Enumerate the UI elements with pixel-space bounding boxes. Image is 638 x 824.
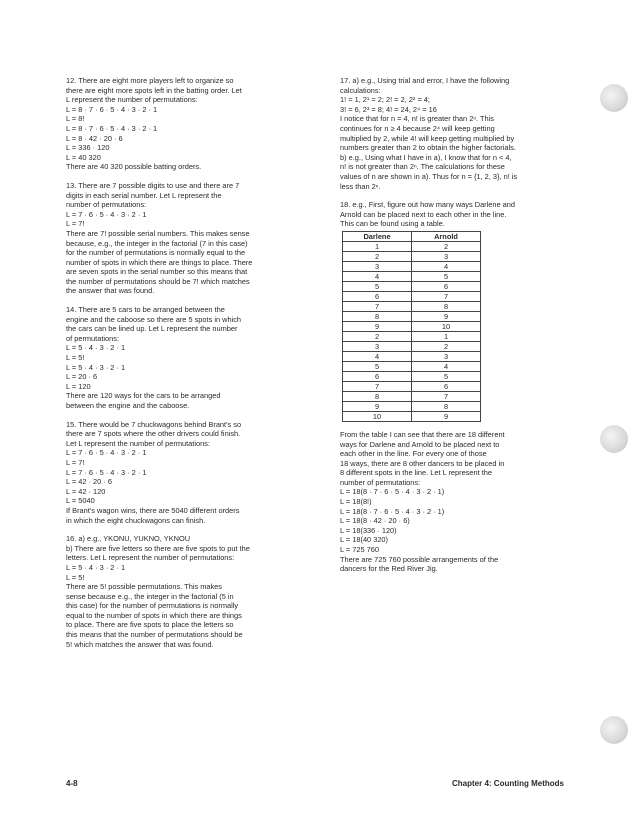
arnold-cell: 5 [412, 271, 481, 281]
text-line: L = 725 760 [340, 545, 379, 555]
darlene-cell: 10 [343, 411, 412, 421]
problem-17 [340, 76, 572, 191]
binder-hole-bottom [600, 716, 628, 744]
left-column [66, 76, 306, 658]
table-row [343, 291, 481, 301]
arnold-cell: 2 [412, 341, 481, 351]
arnold-cell: 4 [412, 361, 481, 371]
arnold-cell: 9 [412, 411, 481, 421]
text-line: 16. a) e.g., YKONU, YUKNO, YKNOU [66, 534, 191, 544]
text-line: L = 18(8!) [340, 497, 372, 507]
text-line: 3! = 6, 2³ = 8; 4! = 24, 2⁴ = 16 [340, 104, 437, 114]
text-line: L = 7! [66, 219, 85, 229]
arnold-cell: 2 [412, 241, 481, 251]
text-line: I notice that for n = 4, n! is greater than 2ⁿ. This [340, 114, 494, 124]
problem-18-solution [340, 430, 572, 574]
darlene-cell: 6 [343, 291, 412, 301]
text-line: L = 5040 [66, 496, 95, 506]
text-line: L = 18(8 · 7 · 6 · 5 · 4 · 3 · 2 · 1) [340, 487, 445, 497]
problem-16 [66, 534, 306, 649]
text-line: L = 8 · 42 · 20 · 6 [66, 133, 123, 143]
text-line: continues for n ≥ 4 because 2⁴ will keep getting [340, 123, 495, 133]
text-line: 8 different spots in the line. Let L represent the [340, 468, 493, 478]
text-line: L = 5 · 4 · 3 · 2 · 1 [66, 562, 126, 572]
text-line: 18. e.g., First, figure out how many ways Darlene and [340, 200, 515, 210]
table-row [343, 281, 481, 291]
problem-12 [66, 76, 306, 172]
text-line: L = 336 · 120 [66, 143, 110, 153]
text-line: between the engine and the caboose. [66, 401, 190, 410]
text-line: b) There are five letters so there are five spots to put the [66, 543, 250, 553]
text-line: L = 8 · 7 · 6 · 5 · 4 · 3 · 2 · 1 [66, 104, 158, 114]
table-row [343, 261, 481, 271]
text-line: number of spots in which there are things to place. There [66, 257, 253, 267]
text-line: L = 7 · 6 · 5 · 4 · 3 · 2 · 1 [66, 209, 147, 219]
text-line: There are 7! possible serial numbers. This makes sense [66, 228, 250, 238]
text-line: multiplied by 2, while 4! will keep getting multiplied by [340, 133, 515, 143]
text-line: the cars can be lined up. Let L represent the number [66, 324, 238, 334]
text-line: 1! = 1, 2¹ = 2; 2! = 2, 2² = 4; [340, 95, 430, 105]
text-line: the answer that was found. [66, 286, 155, 296]
arnold-cell: 1 [412, 331, 481, 341]
text-line: Let L represent the number of permutations: [66, 438, 210, 448]
binder-hole-top [600, 84, 628, 112]
darlene-cell: 8 [343, 391, 412, 401]
darlene-cell: 3 [343, 261, 412, 271]
text-line: for the number of permutations is normally equal to the [66, 248, 246, 258]
darlene-cell: 7 [343, 301, 412, 311]
text-line: 13. There are 7 possible digits to use and there are 7 [66, 180, 240, 190]
text-line: ways for Darlene and Arnold to be placed next to [340, 439, 500, 449]
text-line: L = 18(336 · 120) [340, 525, 397, 535]
table-row [343, 331, 481, 341]
arnold-cell: 10 [412, 321, 481, 331]
text-line: n! is not greater than 2ⁿ. The calculations for these [340, 162, 505, 172]
arnold-cell: 6 [412, 281, 481, 291]
text-line: L = 5! [66, 353, 85, 363]
text-line: b) e.g., Using what I have in a), I know that for n < 4, [340, 152, 512, 162]
text-line: 5! which matches the answer that was found. [66, 639, 214, 649]
text-line: are seven spots in the serial number so this means that [66, 267, 248, 277]
text-line: numbers greater than 2 to obtain the higher factorials. [340, 143, 516, 153]
problem-15 [66, 420, 306, 526]
darlene-cell: 9 [343, 321, 412, 331]
text-line: 18 ways, there are 8 other dancers to be placed in [340, 458, 505, 468]
table-row [343, 241, 481, 251]
table-row [343, 251, 481, 261]
darlene-arnold-table [342, 231, 481, 422]
text-line: 17. a) e.g., Using trial and error, I have the following [340, 76, 510, 85]
text-line: L = 40 320 [66, 152, 101, 162]
text-line: there are 7 spots where the other drivers could finish. [66, 429, 241, 439]
table-row [343, 311, 481, 321]
text-line: sense because e.g., the integer in the factorial (5 in [66, 591, 234, 601]
problem-14 [66, 305, 306, 411]
text-line: there are eight more spots left in the batting order. Let [66, 85, 242, 95]
table-row [343, 321, 481, 331]
text-line: calculations: [340, 85, 381, 95]
text-line: less than 2ⁿ. [340, 181, 381, 191]
darlene-cell: 4 [343, 351, 412, 361]
arnold-cell: 3 [412, 351, 481, 361]
text-line: 14. There are 5 cars to be arranged between the [66, 305, 225, 315]
text-line: This can be found using a table. [340, 219, 445, 229]
text-line: 15. There would be 7 chuckwagons behind Brant's so [66, 419, 242, 429]
text-line: There are 5! possible permutations. This makes [66, 582, 222, 592]
arnold-cell: 8 [412, 301, 481, 311]
text-line: L = 20 · 6 [66, 372, 98, 382]
darlene-cell: 3 [343, 341, 412, 351]
darlene-cell: 9 [343, 401, 412, 411]
darlene-cell: 7 [343, 381, 412, 391]
text-line: There are 120 ways for the cars to be arranged [66, 391, 221, 401]
text-line: L = 18(8 · 42 · 20 · 6) [340, 516, 410, 526]
binder-hole-middle [600, 425, 628, 453]
chapter-title: Chapter 4: Counting Methods [452, 779, 564, 788]
text-line: number of permutations: [66, 200, 147, 210]
text-line: L = 5 · 4 · 3 · 2 · 1 [66, 343, 126, 353]
darlene-cell: 2 [343, 251, 412, 261]
table-row [343, 351, 481, 361]
text-line: L = 18(8 · 7 · 6 · 5 · 4 · 3 · 2 · 1) [340, 506, 445, 516]
arnold-cell: 6 [412, 381, 481, 391]
arnold-cell: 7 [412, 291, 481, 301]
text-line: engine and the caboose so there are 5 spots in which [66, 314, 242, 324]
darlene-cell: 1 [343, 241, 412, 251]
text-line: If Brant's wagon wins, there are 5040 different orders [66, 505, 240, 515]
table-row [343, 361, 481, 371]
table-row [343, 301, 481, 311]
text-line: From the table I can see that there are 18 different [340, 429, 505, 439]
table-header-row [343, 231, 481, 241]
arnold-cell: 4 [412, 261, 481, 271]
arnold-cell: 9 [412, 311, 481, 321]
text-line: because, e.g., the integer in the factorial (7 in this case) [66, 238, 248, 248]
table-row [343, 401, 481, 411]
text-line: values of n are shown in a). Thus for n = {1, 2, 3}, n! is [340, 171, 518, 181]
darlene-cell: 5 [343, 281, 412, 291]
table-row [343, 391, 481, 401]
text-line: L represent the number of permutations: [66, 95, 198, 105]
table-row [343, 371, 481, 381]
text-line: L = 7! [66, 457, 85, 467]
text-line: There are 725 760 possible arrangements of the [340, 554, 499, 564]
text-line: the number of permutations should be 7! which matches [66, 276, 250, 286]
table-header-darlene: Darlene [343, 231, 412, 241]
text-line: L = 5 · 4 · 3 · 2 · 1 [66, 362, 126, 372]
text-line: L = 8 · 7 · 6 · 5 · 4 · 3 · 2 · 1 [66, 123, 158, 133]
text-line: letters. Let L represent the number of permutations: [66, 553, 235, 563]
problem-13 [66, 181, 306, 296]
text-line: this means that the number of permutations should be [66, 630, 243, 640]
table-row [343, 381, 481, 391]
table-row [343, 341, 481, 351]
text-line: dancers for the Red River Jig. [340, 564, 438, 574]
arnold-cell: 3 [412, 251, 481, 261]
darlene-cell: 4 [343, 271, 412, 281]
arnold-cell: 7 [412, 391, 481, 401]
right-column [340, 76, 572, 583]
text-line: this case) for the number of permutations is normally [66, 601, 239, 611]
text-line: L = 5! [66, 572, 85, 582]
text-line: in which the eight chuckwagons can finish. [66, 515, 206, 525]
problem-18 [340, 200, 572, 574]
text-line: number of permutations: [340, 477, 421, 487]
text-line: each other in the line. For every one of those [340, 449, 487, 459]
darlene-cell: 8 [343, 311, 412, 321]
darlene-cell: 2 [343, 331, 412, 341]
table-header-arnold: Arnold [412, 231, 481, 241]
arnold-cell: 5 [412, 371, 481, 381]
text-line: 12. There are eight more players left to organize so [66, 76, 234, 85]
table-row [343, 411, 481, 421]
text-line: digits in each serial number. Let L represent the [66, 190, 222, 200]
text-line: There are 40 320 possible batting orders. [66, 162, 202, 172]
darlene-cell: 6 [343, 371, 412, 381]
text-line: L = 42 · 120 [66, 486, 106, 496]
darlene-cell: 5 [343, 361, 412, 371]
text-line: of permutations: [66, 333, 119, 343]
text-line: L = 8! [66, 114, 85, 124]
problem-18-intro [340, 200, 572, 229]
arnold-cell: 8 [412, 401, 481, 411]
text-line: L = 42 · 20 · 6 [66, 477, 112, 487]
table-row [343, 271, 481, 281]
page-number: 4-8 [66, 779, 78, 788]
text-line: L = 7 · 6 · 5 · 4 · 3 · 2 · 1 [66, 467, 147, 477]
text-line: L = 7 · 6 · 5 · 4 · 3 · 2 · 1 [66, 448, 147, 458]
text-line: to place. There are five spots to place the letters so [66, 620, 234, 630]
text-line: L = 18(40 320) [340, 535, 389, 545]
text-line: Arnold can be placed next to each other in the line. [340, 209, 507, 219]
text-line: L = 120 [66, 381, 91, 391]
text-line: equal to the number of spots in which there are things [66, 610, 242, 620]
